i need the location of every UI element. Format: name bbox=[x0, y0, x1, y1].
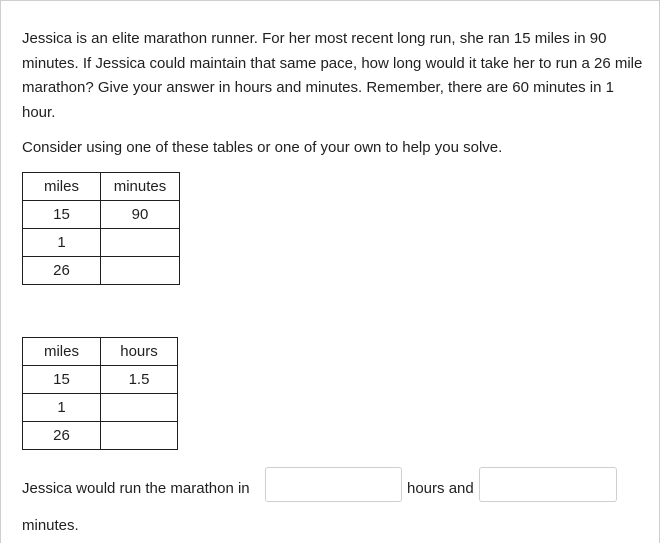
table-header-cell: hours bbox=[101, 338, 178, 366]
table-cell bbox=[101, 229, 180, 257]
table-header-row bbox=[23, 338, 178, 366]
answer-lead-text: Jessica would run the marathon in bbox=[22, 480, 250, 497]
table-header-row bbox=[23, 173, 180, 201]
answer-tail-text: minutes. bbox=[22, 517, 79, 534]
table-header-cell: minutes bbox=[101, 173, 180, 201]
table-header-cell: miles bbox=[23, 173, 101, 201]
hours-answer-input[interactable] bbox=[265, 467, 402, 502]
table-cell: 26 bbox=[23, 422, 101, 450]
table-header-cell: miles bbox=[23, 338, 101, 366]
question-prompt: Jessica is an elite marathon runner. For her most recent long run, she ran 15 miles in 90 minutes. If Jessica could maintain that same pace, how long would it take her to run a 26 mile marathon? Give your answer in hours and minutes. Remember, there are 60 minutes in 1 hour. bbox=[22, 30, 643, 121]
question-hint: Consider using one of these tables or one of your own to help you solve. bbox=[22, 139, 503, 156]
answer-middle-text: hours and bbox=[407, 480, 474, 497]
table-cell bbox=[101, 257, 180, 285]
table-row bbox=[23, 257, 180, 285]
table-cell: 15 bbox=[23, 366, 101, 394]
ratio-table-hours bbox=[22, 337, 178, 450]
table-cell: 15 bbox=[23, 201, 101, 229]
minutes-answer-input[interactable] bbox=[479, 467, 617, 502]
table-row bbox=[23, 422, 178, 450]
table-cell bbox=[101, 394, 178, 422]
table-row bbox=[23, 366, 178, 394]
table-row bbox=[23, 201, 180, 229]
table-cell: 1.5 bbox=[101, 366, 178, 394]
ratio-table-minutes bbox=[22, 172, 180, 285]
table-cell: 26 bbox=[23, 257, 101, 285]
table-cell: 1 bbox=[23, 229, 101, 257]
table-cell: 1 bbox=[23, 394, 101, 422]
table-cell: 90 bbox=[101, 201, 180, 229]
table-row bbox=[23, 394, 178, 422]
table-cell bbox=[101, 422, 178, 450]
table-row bbox=[23, 229, 180, 257]
